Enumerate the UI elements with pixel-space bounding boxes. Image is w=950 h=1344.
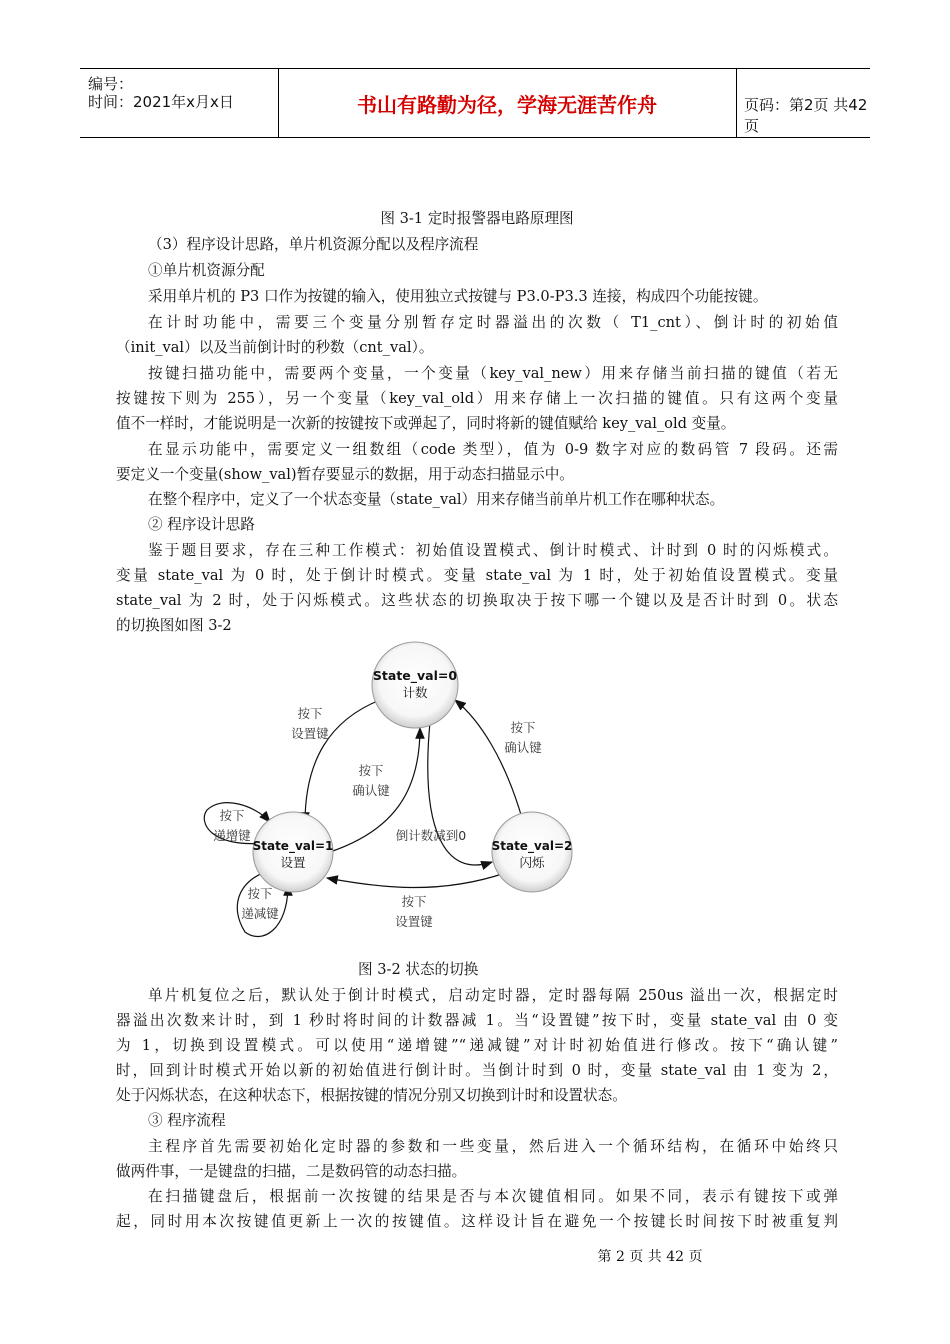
- subsection-heading: ①单片机资源分配: [148, 262, 265, 279]
- state-1-label: State_val=1: [252, 839, 334, 853]
- paragraph-line: 处于闪烁状态，在这种状态下，根据按键的情况分别又切换到计时和设置状态。: [116, 1087, 627, 1104]
- subsection-heading: ③ 程序流程: [148, 1112, 226, 1129]
- edge-label: 按下: [219, 808, 245, 823]
- state-2-label: State_val=2: [491, 839, 573, 853]
- paragraph-line: 鉴于题目要求，存在三种工作模式：初始值设置模式、倒计时模式、计时到 0 时的闪烁模式。: [148, 542, 838, 559]
- edge-label: 确认键: [352, 783, 390, 798]
- edge-0-to-2: [428, 722, 492, 865]
- paragraph-line: 变量 state_val 为 0 时，处于倒计时模式。变量 state_val 为 1 时，处于初始值设置模式。变量: [116, 567, 838, 584]
- header-meta-cell: [80, 69, 279, 137]
- edge-label: 确认键: [504, 740, 542, 755]
- figure-3-2-caption: 图 3-2 状态的切换: [358, 961, 479, 978]
- paragraph-line: 的切换图如图 3-2: [116, 617, 232, 634]
- edge-2-to-1: [327, 873, 505, 888]
- header-page-info: 页码：第2页 共42页: [744, 96, 868, 135]
- subsection-heading: ② 程序设计思路: [148, 516, 255, 533]
- paragraph-line: 器溢出次数来计时，到 1 秒时将时间的计数器减 1。当“设置键”按下时，变量 state_val 由 0 变: [116, 1012, 838, 1029]
- paragraph-line: 按键扫描功能中，需要两个变量，一个变量（key_val_new）用来存储当前扫描的键值（若无: [148, 365, 838, 382]
- state-diagram: [190, 640, 590, 950]
- time-label: 时间：2021年x月x日: [88, 93, 234, 111]
- paragraph-line: 在计时功能中，需要三个变量分别暂存定时器溢出的次数（ T1_cnt）、倒计时的初始值: [148, 314, 838, 331]
- page-header: [80, 68, 870, 138]
- paragraph-line: 在扫描键盘后，根据前一次按键的结果是否与本次键值相同。如果不同，表示有键按下或弹: [148, 1188, 838, 1205]
- header-motto: 书山有路勤为径，学海无涯苦作舟: [278, 69, 737, 137]
- paragraph-line: 起，同时用本次按键值更新上一次的按键值。这样设计旨在避免一个按键长时间按下时被重复判: [116, 1213, 838, 1230]
- paragraph-line: 单片机复位之后，默认处于倒计时模式，启动定时器，定时器每隔 250us 溢出一次，根据定时: [148, 987, 838, 1004]
- state-0-desc: 计数: [402, 685, 428, 700]
- paragraph-line: 时，回到计时模式开始以新的初始值进行倒计时。当倒计时到 0 时，变量 state_val 由 1 变为 2，: [116, 1062, 838, 1079]
- section-heading: （3）程序设计思路，单片机资源分配以及程序流程: [148, 236, 479, 253]
- page-footer: 第 2 页 共 42 页: [597, 1249, 703, 1265]
- edge-label: 递增键: [213, 828, 251, 843]
- paragraph-line: 做两件事，一是键盘的扫描，二是数码管的动态扫描。: [116, 1163, 467, 1180]
- edge-label: 递减键: [241, 906, 279, 921]
- edge-label: 按下: [358, 763, 384, 778]
- paragraph-line: 在整个程序中，定义了一个状态变量（state_val）用来存储当前单片机工作在哪种状态。: [148, 491, 725, 508]
- paragraph-line: 要定义一个变量(show_val)暂存要显示的数据，用于动态扫描显示中。: [116, 466, 574, 483]
- state-2-desc: 闪烁: [519, 855, 545, 870]
- edge-label: 按下: [401, 894, 427, 909]
- edge-2-to-0: [455, 700, 522, 818]
- paragraph-line: 值不一样时，才能说明是一次新的按键按下或弹起了，同时将新的键值赋给 key_val_old 变量。: [116, 415, 736, 432]
- paragraph-line: 主程序首先需要初始化定时器的参数和一些变量，然后进入一个循环结构，在循环中始终只: [148, 1138, 838, 1155]
- paragraph-line: 为 1，切换到设置模式。可以使用“递增键”“递减键”对计时初始值进行修改。按下“确认键”: [116, 1037, 838, 1054]
- edge-label: 倒计数减到0: [395, 828, 467, 843]
- paragraph-line: 采用单片机的 P3 口作为按键的输入，使用独立式按键与 P3.0-P3.3 连接，构成四个功能按键。: [148, 288, 768, 305]
- number-label: 编号：: [88, 75, 134, 93]
- paragraph-line: （init_val）以及当前倒计时的秒数（cnt_val）。: [116, 339, 434, 356]
- edge-label: 按下: [510, 720, 536, 735]
- edge-label: 按下: [297, 706, 323, 721]
- state-0-label: State_val=0: [372, 668, 458, 683]
- paragraph-line: 按键按下则为 255），另一个变量（key_val_old）用来存储上一次扫描的键值。只有这两个变量: [116, 390, 838, 407]
- figure-3-1-caption: 图 3-1 定时报警器电路原理图: [380, 210, 574, 227]
- paragraph-line: 在显示功能中，需要定义一组数组（code 类型），值为 0-9 数字对应的数码管 7 段码。还需: [148, 441, 838, 458]
- paragraph-line: state_val 为 2 时，处于闪烁模式。这些状态的切换取决于按下哪一个键以及是否计时到 0。状态: [116, 592, 838, 609]
- edge-label: 设置键: [395, 914, 433, 929]
- edge-label: 设置键: [291, 726, 329, 741]
- edge-label: 按下: [247, 886, 273, 901]
- state-1-desc: 设置: [280, 855, 306, 870]
